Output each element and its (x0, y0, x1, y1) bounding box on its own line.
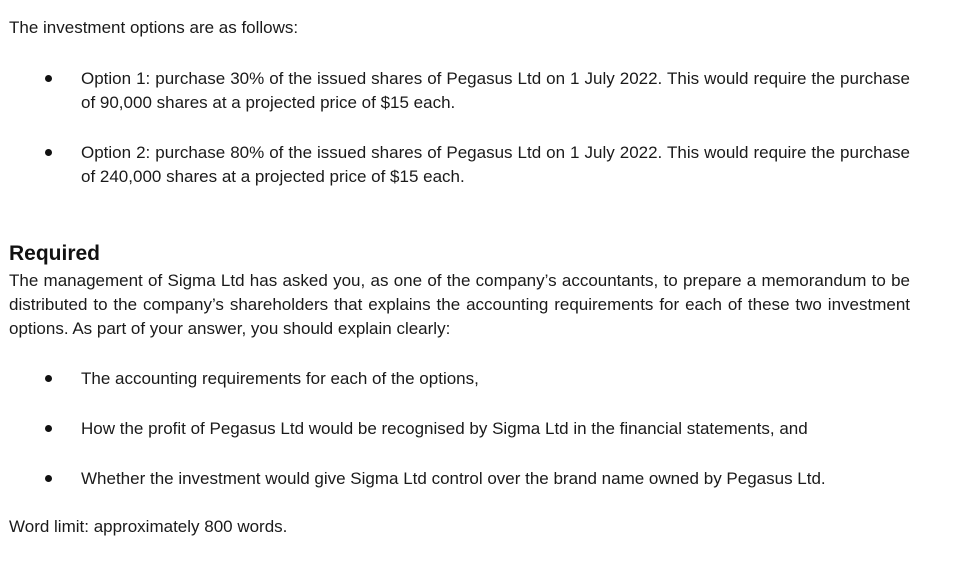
required-body-text: The management of Sigma Ltd has asked you, as one of the company’s accountants, to prepare a memorandum to be distributed to the company’s shareholders that explains the accounting requirements for each of these two investment options. As part of your answer, you should explain clearly: (9, 271, 910, 338)
bullet-icon (45, 149, 52, 156)
bullet-icon (45, 475, 52, 482)
option-text: Option 2: purchase 80% of the issued shares of Pegasus Ltd on 1 July 2022. This would require the purchase of 240,000 shares at a projected price of $15 each. (81, 143, 910, 186)
required-point-text: Whether the investment would give Sigma Ltd control over the brand name owned by Pegasus Ltd. (81, 469, 826, 488)
bullet-icon (45, 425, 52, 432)
intro-text: The investment options are as follows: (9, 18, 299, 37)
bullet-icon (45, 75, 52, 82)
required-point-text: How the profit of Pegasus Ltd would be recognised by Sigma Ltd in the financial statements, and (81, 419, 808, 438)
word-limit-text: Word limit: approximately 800 words. (9, 517, 288, 536)
bullet-icon (45, 375, 52, 382)
required-heading: Required (9, 242, 101, 265)
required-point-text: The accounting requirements for each of the options, (81, 369, 479, 388)
option-text: Option 1: purchase 30% of the issued shares of Pegasus Ltd on 1 July 2022. This would require the purchase of 90,000 shares at a projected price of $15 each. (81, 69, 910, 112)
